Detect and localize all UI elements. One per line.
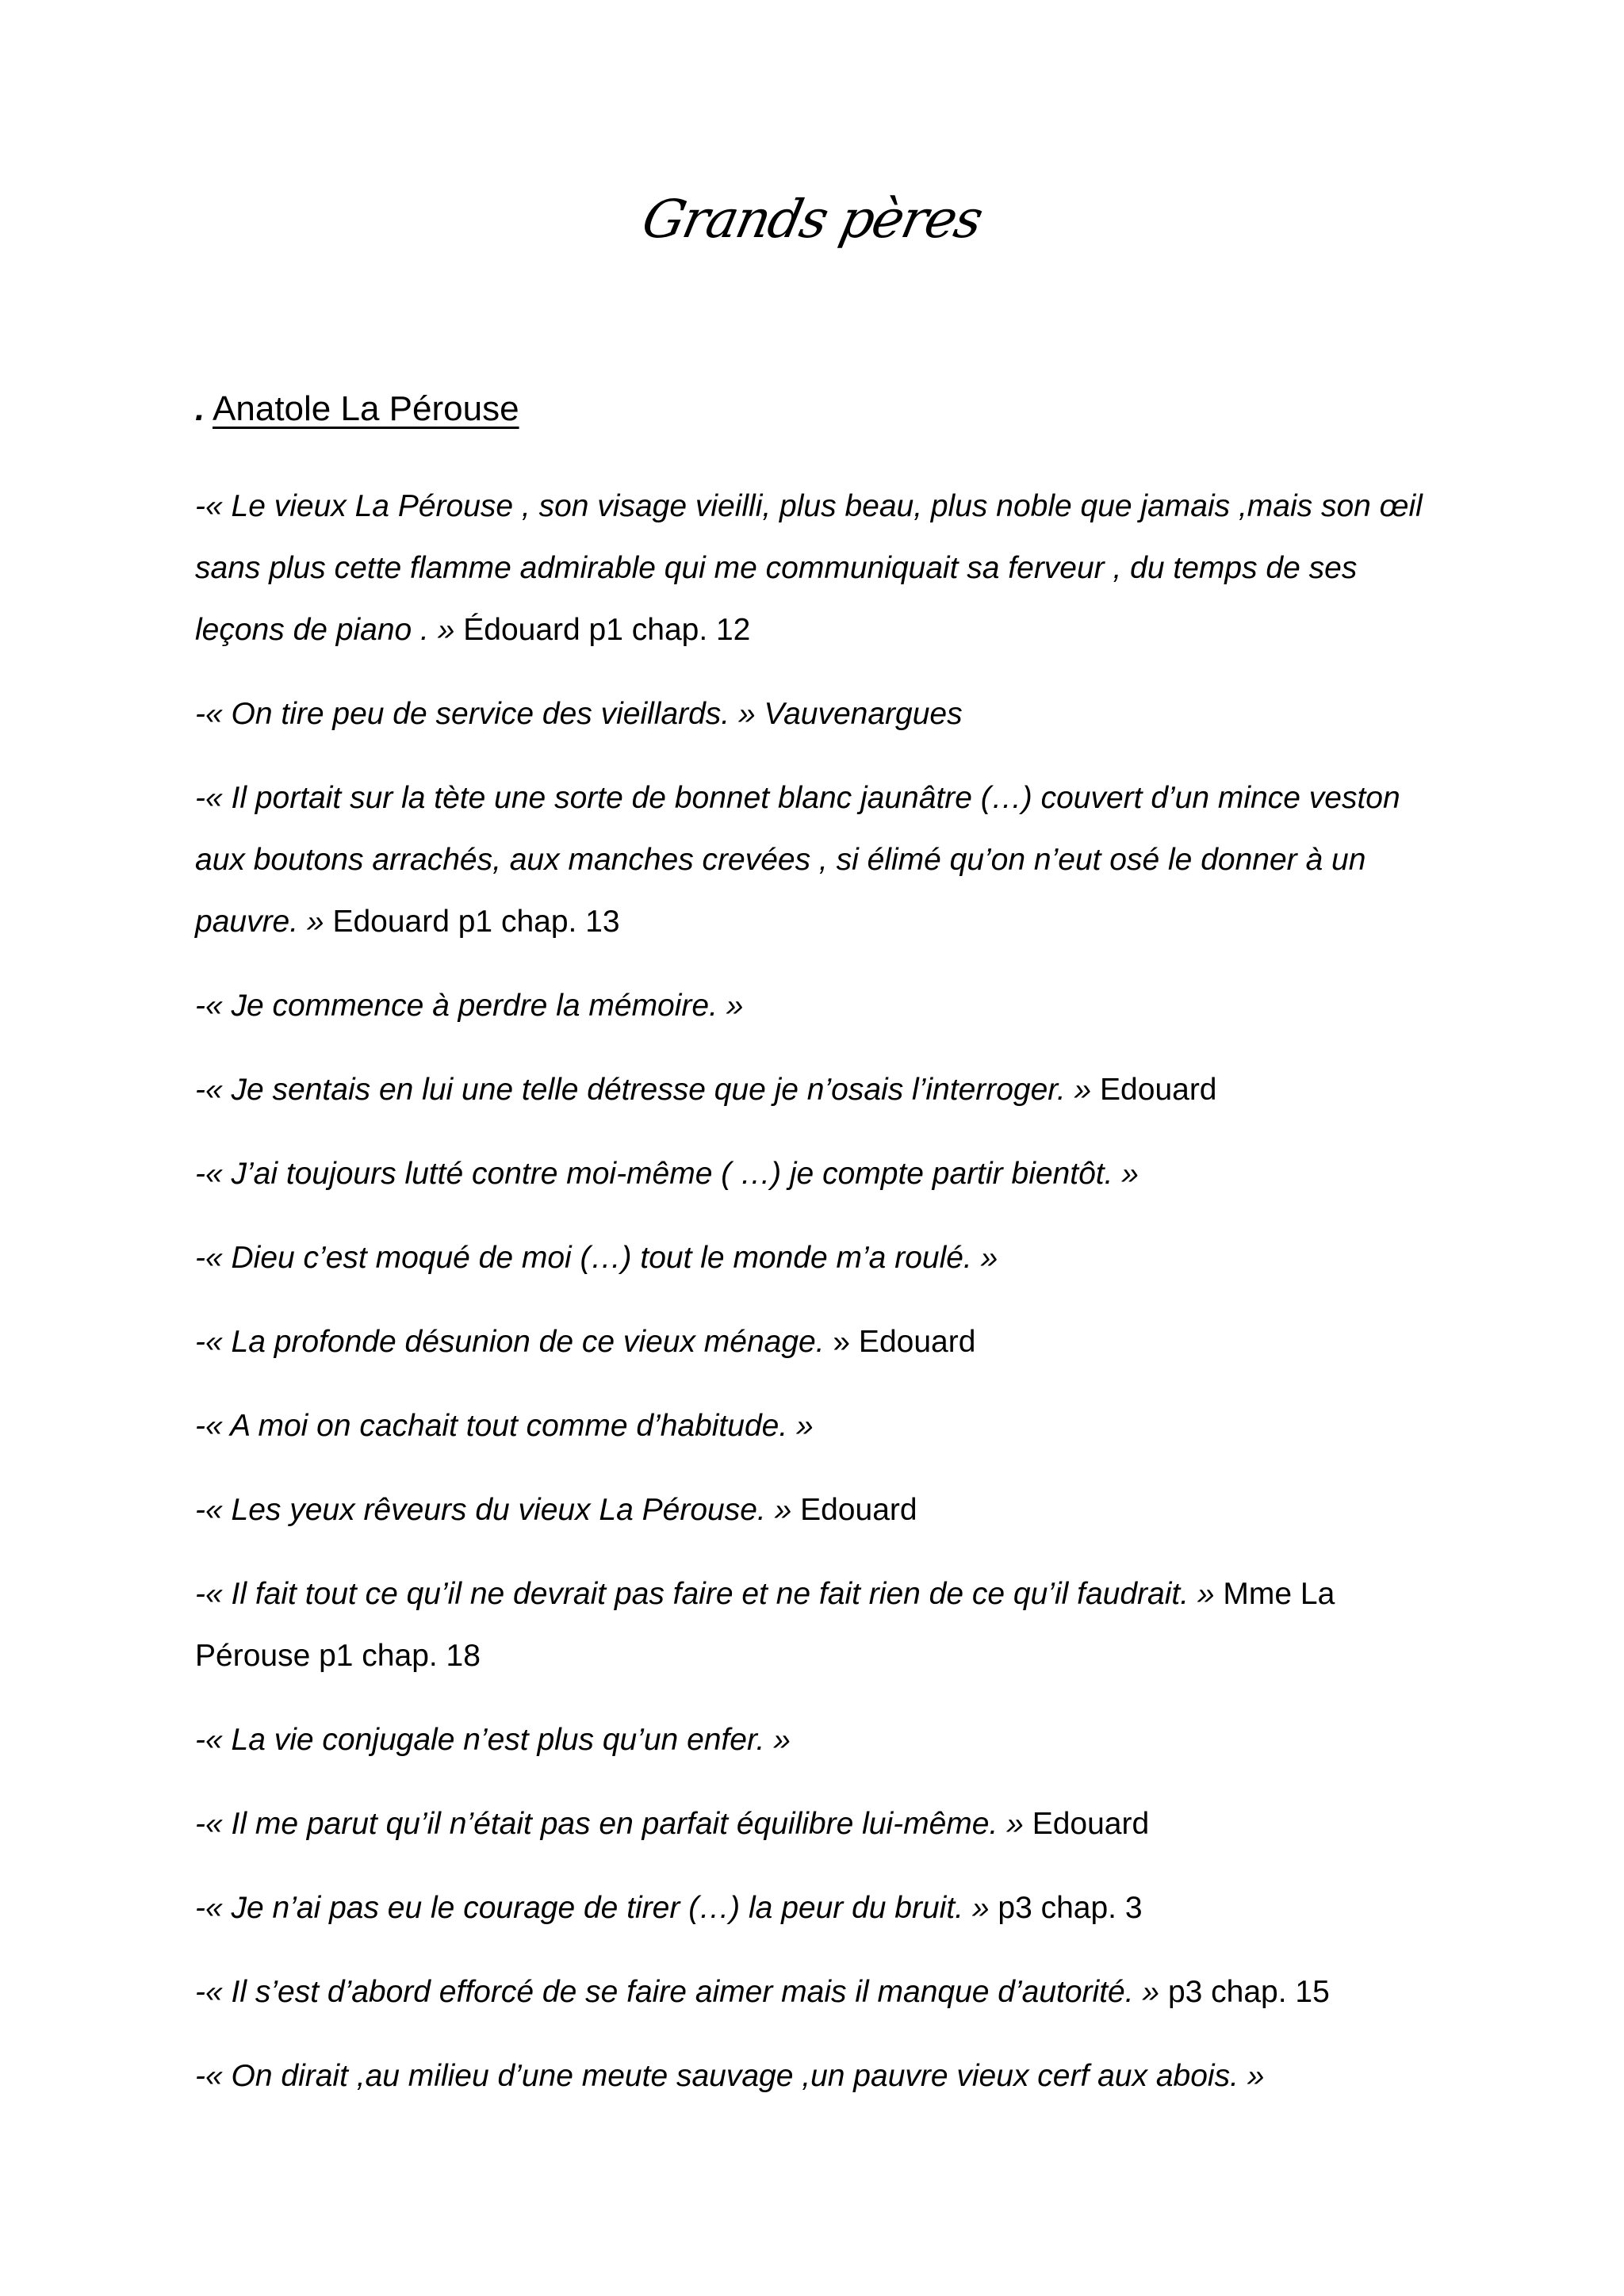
section-prefix: . (195, 389, 205, 428)
quote-source: Edouard (1032, 1807, 1150, 1841)
quote-text: -« A moi on cachait tout comme d’habitude. » (195, 1409, 814, 1443)
quote-item (195, 2045, 1432, 2107)
quote-text: -« Dieu c’est moqué de moi (…) tout le monde m’a roulé. » (195, 1241, 998, 1275)
quote-source: Edouard (800, 1493, 917, 1527)
quote-text: -« J’ai toujours lutté contre moi-même ( …) je compte partir bientôt. » (195, 1157, 1139, 1191)
quote-item (195, 1877, 1432, 1939)
quote-text: -« Le vieux La Pérouse , son visage vieilli, plus beau, plus noble que jamais ,mais son œil sans plus cette flamme admirable qui me communiquait sa ferveur , du temps de ses leçons de piano . » (195, 489, 1423, 647)
quote-list (195, 476, 1432, 2130)
section-heading (195, 387, 519, 431)
quote-item (195, 1793, 1432, 1855)
quote-item (195, 1479, 1432, 1541)
quote-item (195, 1311, 1432, 1373)
quote-item (195, 1563, 1432, 1687)
quote-source: Edouard (1100, 1073, 1217, 1107)
quote-text: -« Les yeux rêveurs du vieux La Pérouse. » (195, 1493, 792, 1527)
quote-item (195, 975, 1432, 1037)
quote-item (195, 1395, 1432, 1457)
page-title: Grands pères (637, 189, 987, 250)
quote-item (195, 767, 1432, 953)
quote-item (195, 1143, 1432, 1205)
quote-text: -« Il fait tout ce qu’il ne devrait pas faire et ne fait rien de ce qu’il faudrait. » (195, 1577, 1215, 1611)
quote-text: -« Il me parut qu’il n’était pas en parfait équilibre lui-même. » (195, 1807, 1024, 1841)
quote-item (195, 1709, 1432, 1771)
quote-item (195, 476, 1432, 661)
quote-text: -« On tire peu de service des vieillards. » Vauvenargues (195, 697, 963, 731)
quote-text: -« La profonde désunion de ce vieux ménage. (195, 1325, 825, 1359)
quote-source: » Edouard (833, 1325, 976, 1359)
quote-item (195, 1227, 1432, 1289)
quote-source: p3 chap. 15 (1167, 1975, 1330, 2009)
quote-item (195, 1961, 1432, 2023)
quote-source: p3 chap. 3 (998, 1891, 1143, 1925)
quote-text: -« La vie conjugale n’est plus qu’un enfer. » (195, 1723, 791, 1757)
quote-source: Mme La Pérouse p1 chap. 18 (195, 1577, 1335, 1673)
quote-text: -« Je sentais en lui une telle détresse que je n’osais l’interroger. » (195, 1073, 1092, 1107)
section-heading-name: Anatole La Pérouse (213, 389, 519, 428)
quote-text: -« Il portait sur la tète une sorte de bonnet blanc jaunâtre (…) couvert d’un mince veston aux boutons arrachés, aux manches crevées , si élimé qu’on n’eut osé le donner à un pauvre. » (195, 781, 1400, 939)
quote-text: -« Il s’est d’abord efforcé de se faire aimer mais il manque d’autorité. » (195, 1975, 1160, 2009)
quote-source: Edouard p1 chap. 13 (332, 905, 620, 939)
quote-text: -« Je n’ai pas eu le courage de tirer (…) la peur du bruit. » (195, 1891, 990, 1925)
quote-item (195, 683, 1432, 745)
quote-text: -« Je commence à perdre la mémoire. » (195, 989, 744, 1023)
quote-source: Édouard p1 chap. 12 (463, 613, 751, 647)
quote-item (195, 1059, 1432, 1121)
quote-text: -« On dirait ,au milieu d’une meute sauvage ,un pauvre vieux cerf aux abois. » (195, 2059, 1265, 2093)
